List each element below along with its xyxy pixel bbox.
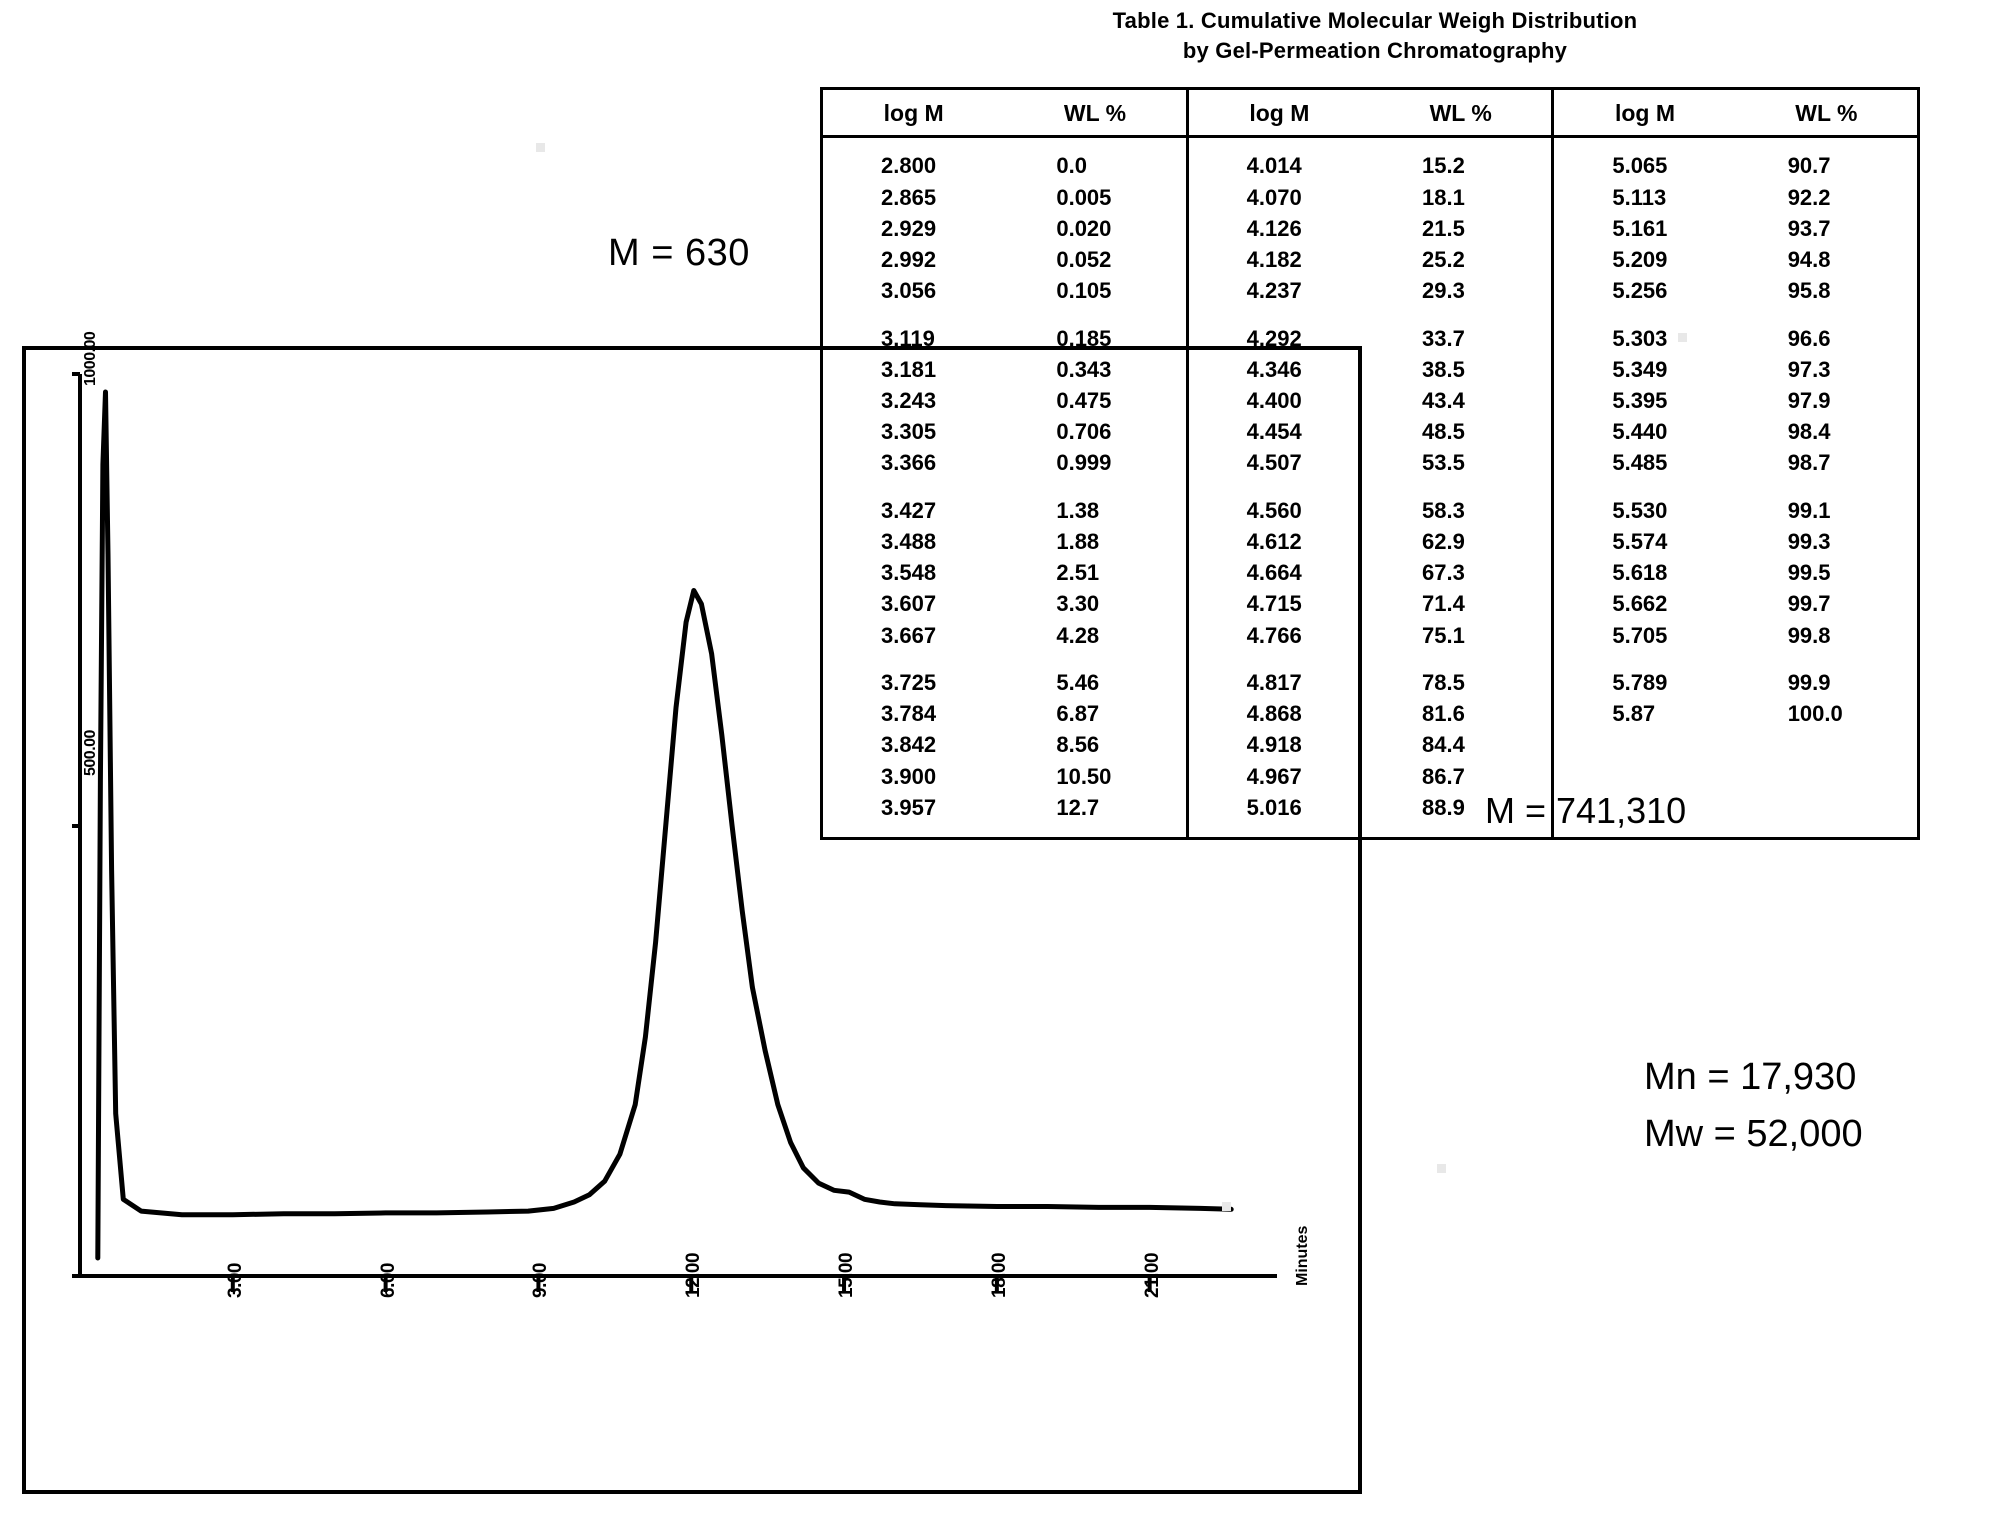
table-row bbox=[1554, 416, 1917, 447]
cell-log-m: 3.056 bbox=[881, 278, 937, 304]
cell-log-m: 4.070 bbox=[1246, 184, 1302, 210]
table-row bbox=[1189, 244, 1552, 275]
table-row bbox=[1189, 182, 1552, 213]
table-row-group bbox=[1554, 667, 1917, 729]
cell-wt-percent: 0.0 bbox=[1056, 153, 1087, 179]
detector-trace bbox=[98, 392, 1231, 1258]
table-row bbox=[1554, 182, 1917, 213]
cell-log-m: 5.161 bbox=[1612, 215, 1668, 241]
cell-wt-percent: 29.3 bbox=[1422, 278, 1465, 304]
cell-log-m: 5.303 bbox=[1612, 325, 1668, 351]
mn-value: Mn = 17,930 bbox=[1644, 1056, 1857, 1098]
cell-log-m: 5.705 bbox=[1612, 622, 1668, 648]
header-wt-percent: WL % bbox=[1429, 100, 1492, 127]
x-tick-label: 6.00 bbox=[377, 1263, 399, 1298]
cell-wt-percent: 53.5 bbox=[1422, 450, 1465, 476]
header-log-m: log M bbox=[1249, 100, 1310, 127]
cell-wt-percent: 5.46 bbox=[1056, 669, 1100, 695]
cell-wt-percent: 0.999 bbox=[1056, 450, 1112, 476]
table-row-group bbox=[1189, 150, 1552, 306]
x-tick-label: 12.00 bbox=[683, 1252, 705, 1298]
cell-log-m: 5.349 bbox=[1612, 356, 1668, 382]
cell-log-m: 4.454 bbox=[1246, 419, 1302, 445]
cell-wt-percent: 0.475 bbox=[1056, 388, 1112, 414]
table-row bbox=[1554, 213, 1917, 244]
cell-log-m: 5.87 bbox=[1612, 701, 1656, 727]
header-log-m: log M bbox=[1614, 100, 1676, 127]
cell-wt-percent: 0.020 bbox=[1056, 215, 1112, 241]
cell-log-m: 3.784 bbox=[881, 701, 937, 727]
table-row-group bbox=[1554, 150, 1917, 306]
cell-log-m: 4.766 bbox=[1246, 622, 1302, 648]
cell-log-m: 4.715 bbox=[1246, 591, 1302, 617]
cell-log-m: 4.817 bbox=[1246, 669, 1302, 695]
x-tick-label: 9.00 bbox=[530, 1263, 552, 1298]
cell-wt-percent: 0.343 bbox=[1056, 356, 1112, 382]
cell-log-m: 4.292 bbox=[1246, 325, 1302, 351]
cell-wt-percent: 98.4 bbox=[1787, 419, 1831, 445]
cell-log-m: 4.967 bbox=[1246, 763, 1302, 789]
cell-wt-percent: 94.8 bbox=[1787, 247, 1831, 273]
x-tick-label: 15.00 bbox=[836, 1252, 858, 1298]
cell-wt-percent: 98.7 bbox=[1787, 450, 1831, 476]
cell-wt-percent: 3.30 bbox=[1056, 591, 1100, 617]
table-row bbox=[1189, 150, 1552, 181]
cell-wt-percent: 25.2 bbox=[1422, 247, 1465, 273]
cell-log-m: 4.868 bbox=[1246, 701, 1302, 727]
cell-log-m: 5.113 bbox=[1612, 184, 1667, 210]
cell-log-m: 5.209 bbox=[1612, 247, 1668, 273]
cell-log-m: 4.612 bbox=[1246, 528, 1302, 554]
cell-log-m: 5.618 bbox=[1612, 560, 1668, 586]
cell-wt-percent: 43.4 bbox=[1422, 388, 1465, 414]
cell-wt-percent: 0.105 bbox=[1056, 278, 1112, 304]
table-row bbox=[1554, 557, 1917, 588]
chromatogram-plot bbox=[22, 346, 1362, 1494]
table-row bbox=[1554, 667, 1917, 698]
cell-log-m: 3.667 bbox=[881, 622, 937, 648]
cell-wt-percent: 88.9 bbox=[1422, 794, 1465, 820]
cell-log-m: 3.119 bbox=[881, 325, 935, 351]
cell-log-m: 5.016 bbox=[1246, 794, 1302, 820]
cell-wt-percent: 8.56 bbox=[1056, 732, 1100, 758]
cell-log-m: 2.800 bbox=[881, 153, 937, 179]
table-column-header bbox=[1554, 90, 1917, 138]
table-row bbox=[1189, 213, 1552, 244]
cell-log-m: 3.305 bbox=[881, 419, 937, 445]
cell-wt-percent: 92.2 bbox=[1787, 184, 1831, 210]
cell-wt-percent: 4.28 bbox=[1056, 622, 1100, 648]
cell-log-m: 5.485 bbox=[1612, 450, 1668, 476]
cell-wt-percent: 81.6 bbox=[1422, 701, 1465, 727]
cell-log-m: 3.957 bbox=[881, 794, 937, 820]
cell-wt-percent: 71.4 bbox=[1422, 591, 1465, 617]
table-row bbox=[1554, 323, 1917, 354]
cell-log-m: 4.400 bbox=[1246, 388, 1302, 414]
table-row-group bbox=[1554, 495, 1917, 651]
cell-log-m: 5.574 bbox=[1612, 528, 1668, 554]
table-column-body bbox=[1554, 138, 1917, 743]
table-column-header bbox=[1189, 90, 1552, 138]
table-row bbox=[1554, 385, 1917, 416]
cell-log-m: 4.664 bbox=[1246, 560, 1302, 586]
cell-log-m: 3.900 bbox=[881, 763, 937, 789]
cell-wt-percent: 95.8 bbox=[1787, 278, 1831, 304]
table-row bbox=[1554, 447, 1917, 478]
cell-wt-percent: 97.9 bbox=[1787, 388, 1831, 414]
cell-wt-percent: 38.5 bbox=[1422, 356, 1465, 382]
cell-wt-percent: 75.1 bbox=[1422, 622, 1465, 648]
cell-wt-percent: 99.5 bbox=[1787, 560, 1831, 586]
table-row bbox=[1554, 354, 1917, 385]
cell-log-m: 5.789 bbox=[1612, 669, 1668, 695]
cell-wt-percent: 90.7 bbox=[1787, 153, 1831, 179]
table-title-line-2: by Gel-Permeation Chromatography bbox=[1182, 37, 1568, 63]
scan-speck bbox=[1222, 1202, 1231, 1211]
header-wt-percent: WL % bbox=[1063, 100, 1127, 127]
cell-log-m: 5.395 bbox=[1612, 388, 1668, 414]
cell-log-m: 3.607 bbox=[881, 591, 937, 617]
scan-speck bbox=[1437, 1164, 1446, 1173]
low-mass-annotation: M = 630 bbox=[608, 232, 750, 274]
cell-wt-percent: 67.3 bbox=[1422, 560, 1465, 586]
table-row bbox=[1554, 526, 1917, 557]
cell-wt-percent: 86.7 bbox=[1422, 763, 1465, 789]
cell-log-m: 3.366 bbox=[881, 450, 937, 476]
cell-wt-percent: 99.1 bbox=[1787, 497, 1831, 523]
table-row bbox=[1189, 275, 1552, 306]
header-log-m: log M bbox=[883, 100, 944, 127]
table-row bbox=[823, 244, 1186, 275]
x-tick-label: 18.00 bbox=[988, 1252, 1010, 1298]
header-wt-percent: WL % bbox=[1795, 100, 1858, 127]
cell-wt-percent: 15.2 bbox=[1422, 153, 1465, 179]
cell-wt-percent: 93.7 bbox=[1787, 215, 1831, 241]
cell-log-m: 2.865 bbox=[881, 184, 937, 210]
cell-log-m: 3.181 bbox=[881, 356, 937, 382]
cell-log-m: 5.065 bbox=[1612, 153, 1668, 179]
mw-value: Mw = 52,000 bbox=[1644, 1113, 1863, 1155]
cell-log-m: 3.243 bbox=[881, 388, 937, 414]
x-tick-label: 21.00 bbox=[1141, 1252, 1163, 1298]
cell-wt-percent: 100.0 bbox=[1787, 701, 1843, 727]
cell-wt-percent: 0.185 bbox=[1056, 325, 1112, 351]
cell-wt-percent: 12.7 bbox=[1056, 794, 1100, 820]
table-column-3 bbox=[1551, 90, 1917, 837]
scan-speck bbox=[536, 143, 545, 152]
cell-log-m: 5.256 bbox=[1612, 278, 1668, 304]
cell-log-m: 4.182 bbox=[1246, 247, 1302, 273]
cell-wt-percent: 1.88 bbox=[1056, 528, 1100, 554]
cell-wt-percent: 99.3 bbox=[1787, 528, 1831, 554]
cell-log-m: 4.918 bbox=[1246, 732, 1302, 758]
cell-wt-percent: 97.3 bbox=[1787, 356, 1831, 382]
table-row bbox=[1554, 150, 1917, 181]
cell-wt-percent: 6.87 bbox=[1056, 701, 1100, 727]
cell-log-m: 4.014 bbox=[1246, 153, 1302, 179]
y-tick-label-top: 1000.00 bbox=[82, 331, 99, 386]
table-row bbox=[1554, 495, 1917, 526]
cell-log-m: 2.992 bbox=[881, 247, 937, 273]
table-row bbox=[1554, 588, 1917, 619]
table-column-header bbox=[823, 90, 1186, 138]
cell-log-m: 3.548 bbox=[881, 560, 937, 586]
cell-log-m: 5.440 bbox=[1612, 419, 1668, 445]
cell-log-m: 4.346 bbox=[1246, 356, 1302, 382]
cell-log-m: 3.427 bbox=[881, 497, 937, 523]
cell-wt-percent: 84.4 bbox=[1422, 732, 1465, 758]
cell-wt-percent: 0.706 bbox=[1056, 419, 1112, 445]
table-row-group bbox=[1554, 323, 1917, 479]
cell-log-m: 2.929 bbox=[881, 215, 937, 241]
cell-wt-percent: 1.38 bbox=[1056, 497, 1100, 523]
scan-speck bbox=[1678, 333, 1687, 342]
cell-log-m: 4.560 bbox=[1246, 497, 1302, 523]
cell-wt-percent: 21.5 bbox=[1422, 215, 1465, 241]
cell-wt-percent: 18.1 bbox=[1422, 184, 1465, 210]
cell-wt-percent: 99.8 bbox=[1787, 622, 1831, 648]
table-row bbox=[1554, 698, 1917, 729]
cell-wt-percent: 0.052 bbox=[1056, 247, 1112, 273]
table-row bbox=[1554, 244, 1917, 275]
cell-log-m: 5.530 bbox=[1612, 497, 1668, 523]
average-mass-annotation bbox=[1644, 1049, 1863, 1163]
table-row bbox=[823, 275, 1186, 306]
table-row-group bbox=[823, 150, 1186, 306]
cell-wt-percent: 2.51 bbox=[1056, 560, 1100, 586]
cell-wt-percent: 96.6 bbox=[1787, 325, 1831, 351]
cell-wt-percent: 33.7 bbox=[1422, 325, 1465, 351]
cell-wt-percent: 99.9 bbox=[1787, 669, 1831, 695]
x-axis-title: Minutes bbox=[1294, 1225, 1311, 1286]
table-title bbox=[820, 6, 1930, 65]
cell-wt-percent: 78.5 bbox=[1422, 669, 1465, 695]
table-row bbox=[823, 150, 1186, 181]
cell-wt-percent: 10.50 bbox=[1056, 763, 1112, 789]
cell-log-m: 4.237 bbox=[1246, 278, 1302, 304]
table-row bbox=[823, 182, 1186, 213]
cell-log-m: 3.842 bbox=[881, 732, 937, 758]
cell-log-m: 4.507 bbox=[1246, 450, 1302, 476]
y-tick-label-mid: 500.00 bbox=[82, 730, 99, 776]
table-title-line-1: Table 1. Cumulative Molecular Weigh Distribution bbox=[1112, 8, 1638, 33]
cell-wt-percent: 58.3 bbox=[1422, 497, 1465, 523]
x-tick-label: 3.00 bbox=[224, 1263, 246, 1298]
table-row bbox=[1554, 275, 1917, 306]
table-row bbox=[823, 213, 1186, 244]
high-mass-annotation: M = 741,310 bbox=[1485, 790, 1687, 831]
cell-wt-percent: 99.7 bbox=[1787, 591, 1831, 617]
cell-wt-percent: 0.005 bbox=[1056, 184, 1112, 210]
table-row bbox=[1554, 620, 1917, 651]
cell-log-m: 3.725 bbox=[881, 669, 937, 695]
cell-wt-percent: 62.9 bbox=[1422, 528, 1465, 554]
cell-log-m: 4.126 bbox=[1246, 215, 1302, 241]
cell-log-m: 5.662 bbox=[1612, 591, 1668, 617]
cell-log-m: 3.488 bbox=[881, 528, 937, 554]
cell-wt-percent: 48.5 bbox=[1422, 419, 1465, 445]
